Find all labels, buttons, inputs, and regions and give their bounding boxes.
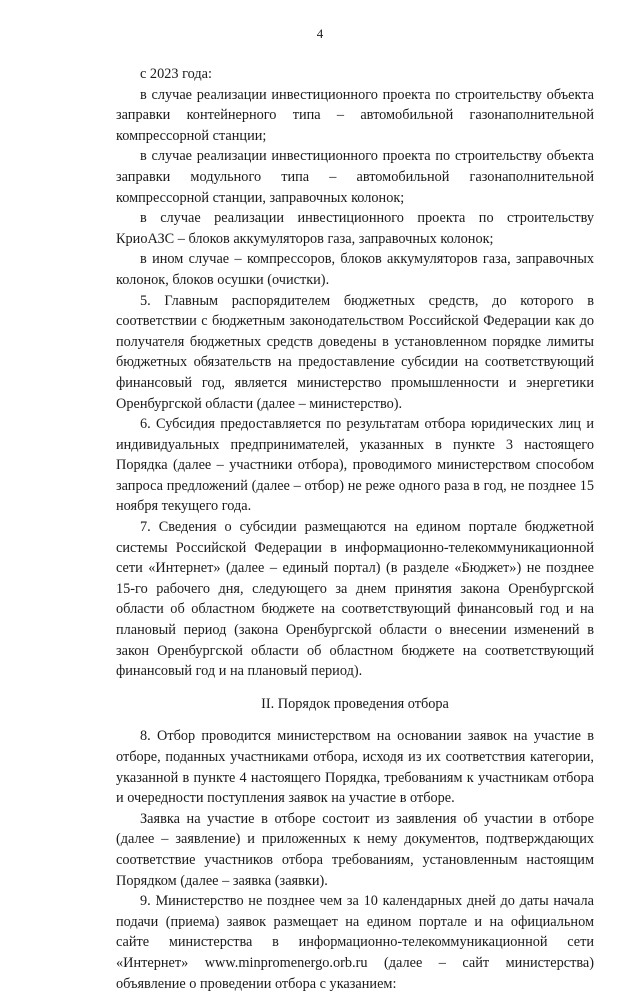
paragraph: в ином случае – компрессоров, блоков аккумуляторов газа, заправочных колонок, блоков осушки (очистки). [116,251,594,288]
paragraph: в случае реализации инвестиционного проекта по строительству объекта заправки модульного типа – автомобильной газонаполнительной компрессорной станции, заправочных колонок; [116,148,594,206]
paragraph: 9. Министерство не позднее чем за 10 календарных дней до даты начала подачи (приема) заявок размещает на едином портале и на официальном сайте министерства в информационно-телекоммуникационной сети «Интернет» www.minpromenergo.orb.ru (далее – сайт министерства) объявление о проведении отбора с указанием: [116,893,594,992]
paragraph: 5. Главным распорядителем бюджетных средств, до которого в соответствии с бюджетным законодательством Российской Федерации как до получателя бюджетных средств доведены в установленном порядке лимиты бюджетных обязательств на предоставление субсидии на соответствующий финансовый год, является министерство промышленности и энергетики Оренбургской области (далее – министерство). [116,292,594,412]
page-number: 4 [316,26,324,41]
paragraphs-after-heading [116,726,594,994]
paragraph: в случае реализации инвестиционного проекта по строительству КриоАЗС – блоков аккумуляторов газа, заправочных колонок; [116,210,594,247]
section-heading: II. Порядок проведения отбора [261,695,449,712]
paragraph: Заявка на участие в отборе состоит из заявления об участии в отборе (далее – заявление) и приложенных к нему документов, подтверждающих соответствие участников отбора требованиям, установленным настоящим Порядком (далее – заявка (заявки). [116,810,594,889]
document-body [116,64,594,994]
paragraph: 8. Отбор проводится министерством на основании заявок на участие в отборе, поданных участниками отбора, исходя из их соответствия категории, указанной в пункте 4 настоящего Порядка, требованиям к участникам отбора и очередности поступления заявок на участие в отборе. [116,728,594,807]
paragraphs-before-heading [116,64,594,682]
paragraph: с 2023 года: [140,66,212,82]
paragraph: 6. Субсидия предоставляется по результатам отбора юридических лиц и индивидуальных предпринимателей, указанных в пункте 3 настоящего Порядка (далее – участники отбора), проводимого министерством способом запроса предложений (далее – отбор) не реже одного раза в год, не позднее 15 ноября текущего года. [116,416,594,515]
paragraph: 7. Сведения о субсидии размещаются на едином портале бюджетной системы Российской Федерации в информационно-телекоммуникационной сети «Интернет» (далее – единый портал) (в разделе «Бюджет») не позднее 15-го рабочего дня, следующего за днем принятия закона Оренбургской области об областном бюджете на соответствующий финансовый год и на плановый период (закона Оренбургской области о внесении изменений в закон Оренбургской области об областном бюджете на соответствующий финансовый год и на плановый период). [116,519,594,680]
paragraph: в случае реализации инвестиционного проекта по строительству объекта заправки контейнерного типа – автомобильной газонаполнительной компрессорной станции; [116,86,594,144]
